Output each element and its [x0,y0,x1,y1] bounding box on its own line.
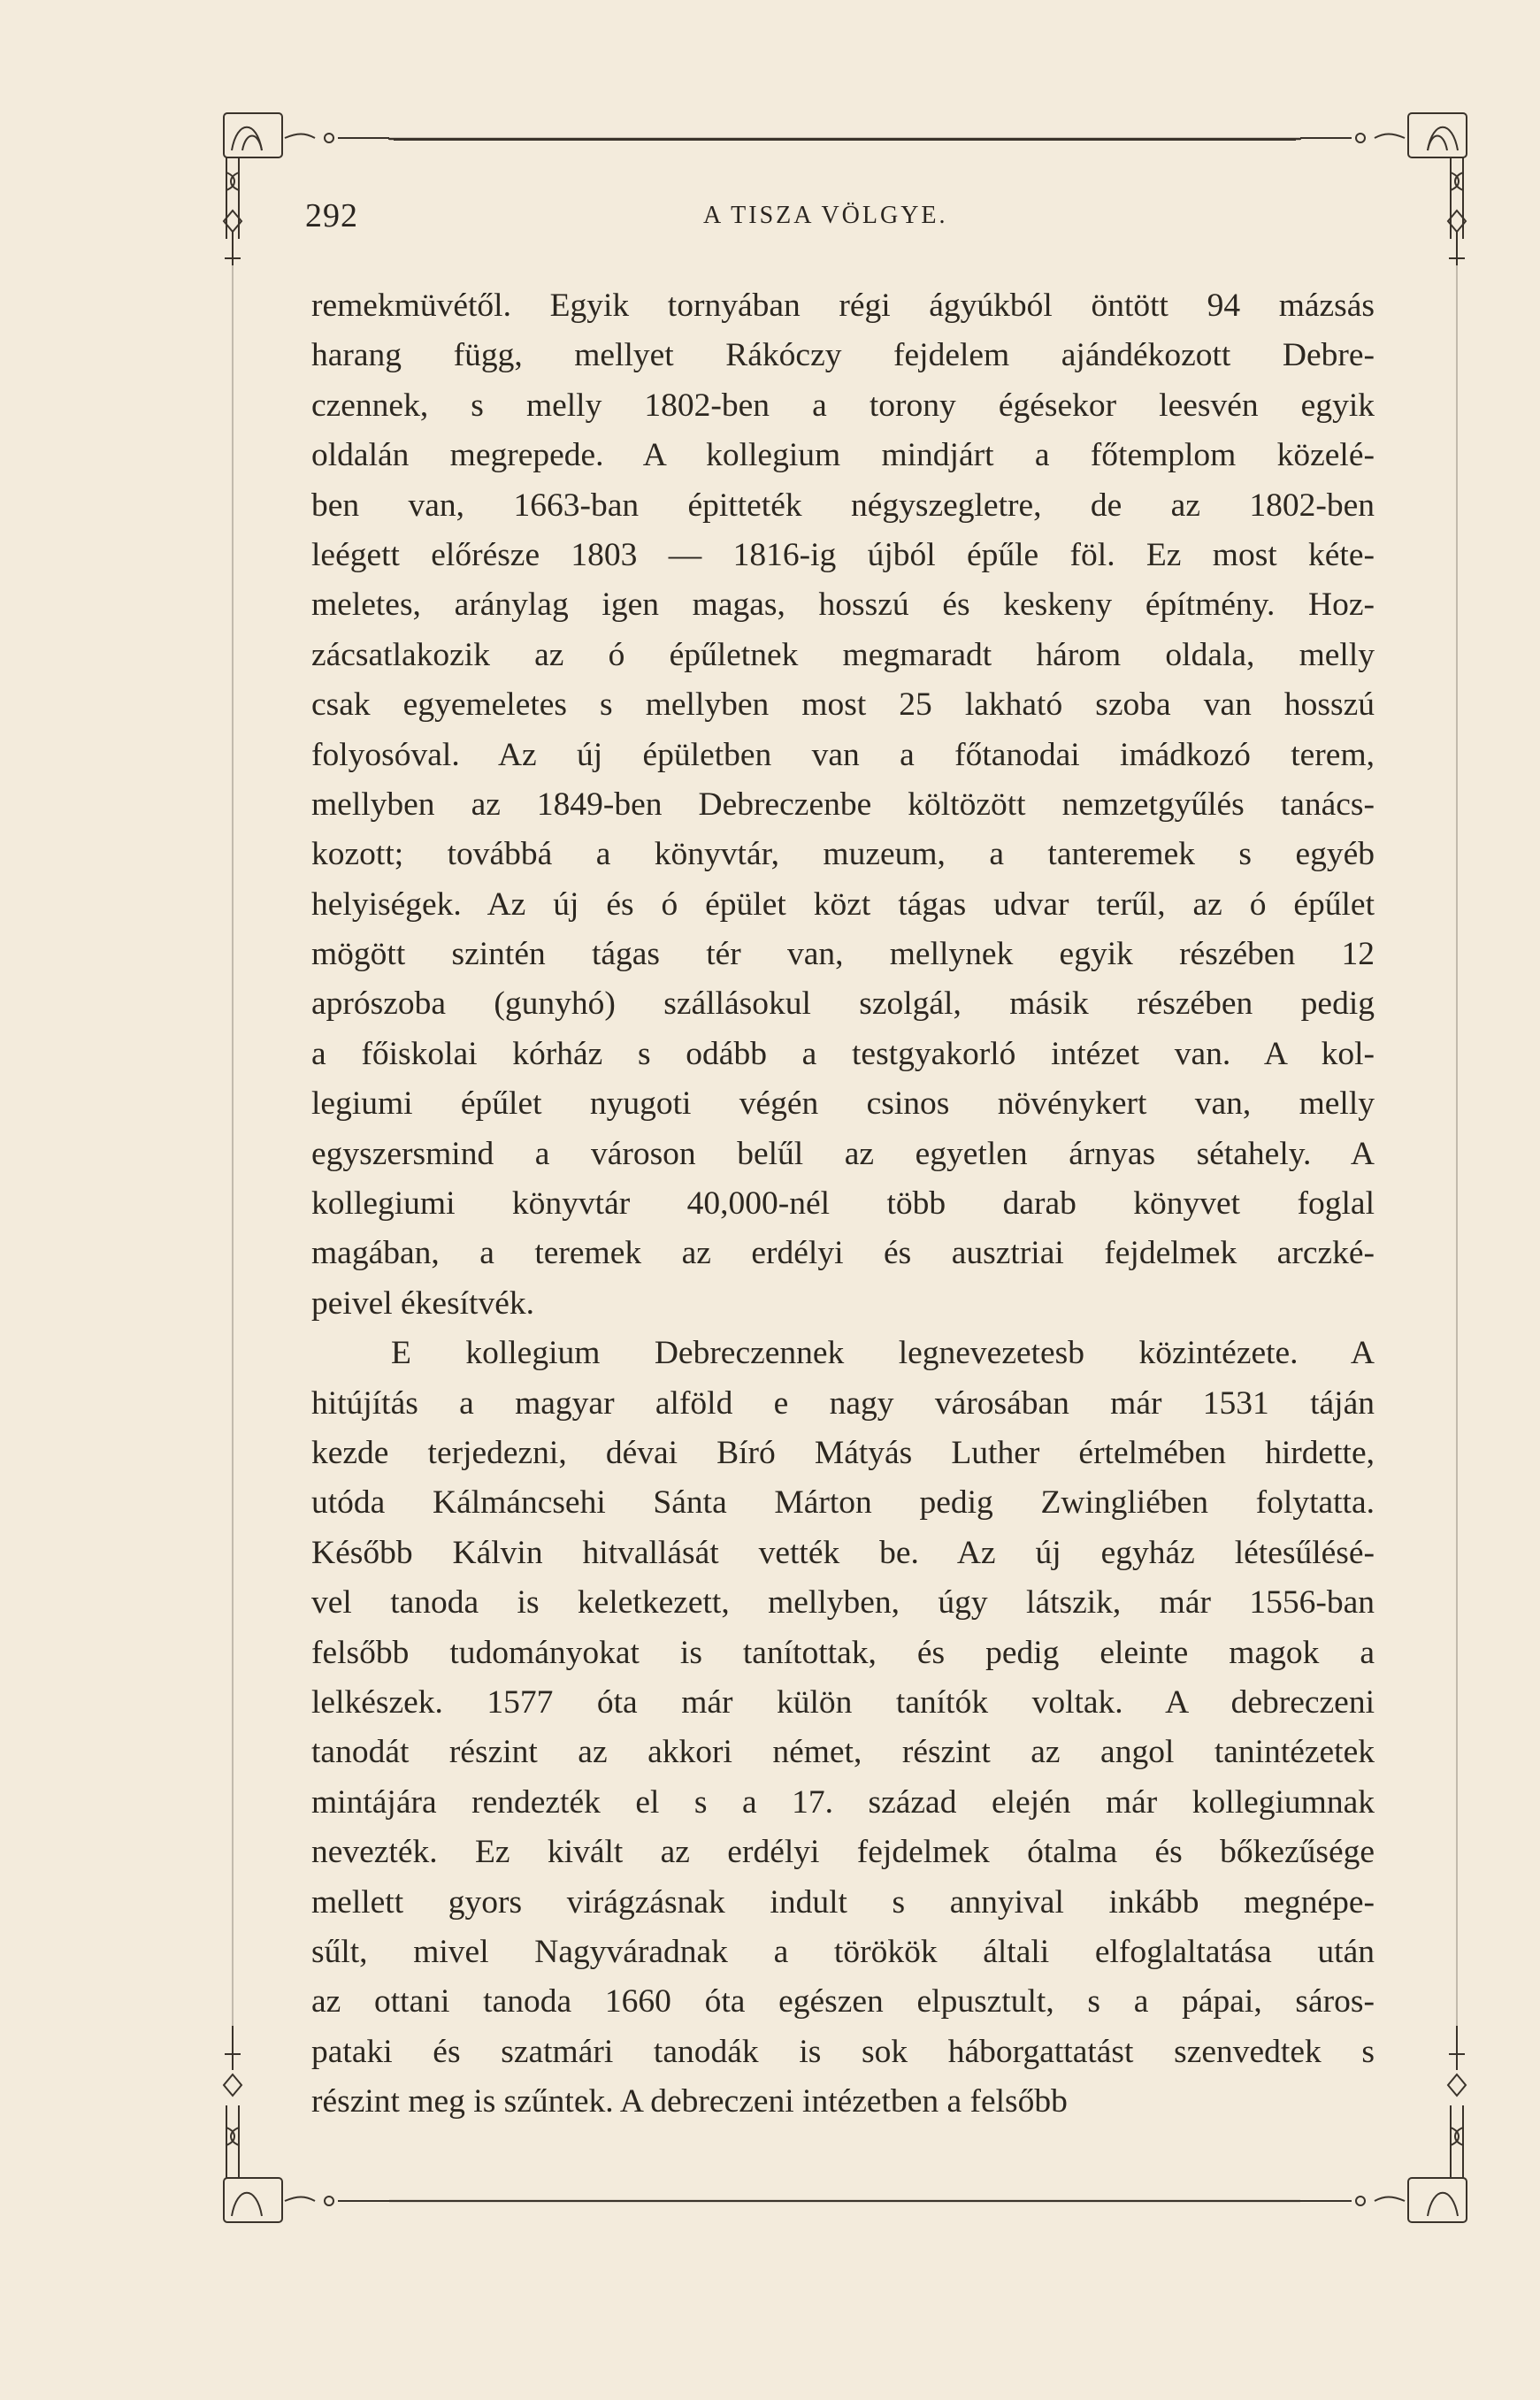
page-number: 292 [305,197,358,234]
text-line: Később Kálvin hitvallását vették be. Az új egyház létesűlésé- [311,1534,1375,1571]
text-line: remekmüvétől. Egyik tornyában régi ágyúkból öntött 94 mázsás [311,288,1375,324]
text-line: ben van, 1663-ban épitteték négyszegletre, de az 1802-ben [311,487,1375,524]
text-line: tanodát részint az akkori német, részint az angol tanintézetek [311,1734,1375,1771]
body-text [311,281,1375,2127]
text-line: sűlt, mivel Nagyváradnak a törökök általi elfoglaltatása után [311,1933,1375,1970]
text-line: mögött szintén tágas tér van, mellynek egyik részében 12 [311,936,1375,973]
text-line: lelkészek. 1577 óta már külön tanítók voltak. A debreczeni [311,1683,1375,1721]
text-line: felsőbb tudományokat is tanítottak, és pedig eleinte magok a [311,1634,1375,1671]
text-line: zácsatlakozik az ó épűletnek megmaradt három oldala, melly [311,636,1375,673]
text-line: oldalán megrepede. A kollegium mindjárt a főtemplom közelé- [311,437,1375,474]
text-line: nevezték. Ez kivált az erdélyi fejdelmek ótalma és bőkezűsége [311,1834,1375,1871]
text-line: peivel ékesítvék. [311,1284,534,1322]
text-line: magában, a teremek az erdélyi és ausztriai fejdelmek arczké- [311,1235,1375,1272]
text-line: részint meg is szűntek. A debreczeni intézetben a felsőbb [311,2083,1068,2120]
text-line: meletes, aránylag igen magas, hosszú és keskeny építmény. Hoz- [311,587,1375,624]
text-line: leégett előrésze 1803 — 1816-ig újból épűle föl. Ez most kéte- [311,536,1375,573]
page-header [305,196,1375,249]
text-line: az ottani tanoda 1660 óta egészen elpusztult, s a pápai, sáros- [311,1983,1375,2020]
text-line: kollegiumi könyvtár 40,000-nél több darab könyvet foglal [311,1185,1375,1223]
text-line: E kollegium Debreczennek legnevezetesb közintézete. A [391,1335,1375,1372]
text-line: hitújítás a magyar alföld e nagy városában már 1531 táján [311,1384,1375,1422]
text-line: egyszersmind a városon belűl az egyetlen árnyas sétahely. A [311,1135,1375,1172]
text-line: helyiségek. Az új és ó épület közt tágas udvar terűl, az ó épűlet [311,886,1375,923]
text-line: pataki és szatmári tanodák is sok háborgattatást szenvedtek s [311,2033,1375,2070]
text-line: utóda Kálmáncsehi Sánta Márton pedig Zwingliében folytatta. [311,1484,1375,1522]
text-line: mintájára rendezték el s a 17. század elején már kollegiumnak [311,1783,1375,1821]
text-line: csak egyemeletes s mellyben most 25 lakható szoba van hosszú [311,686,1375,724]
text-line: kezde terjedezni, dévai Bíró Mátyás Luther értelmében hirdette, [311,1434,1375,1471]
text-line: mellyben az 1849-ben Debreczenbe költözött nemzetgyűlés tanács- [311,786,1375,823]
text-line: legiumi épűlet nyugoti végén csinos növénykert van, melly [311,1085,1375,1123]
text-line: czennek, s melly 1802-ben a torony égésekor leesvén egyik [311,387,1375,424]
text-line: vel tanoda is keletkezett, mellyben, úgy látszik, már 1556-ban [311,1584,1375,1622]
text-line: folyosóval. Az új épületben van a főtanodai imádkozó terem, [311,736,1375,773]
text-line: aprószoba (gunyhó) szállásokul szolgál, másik részében pedig [311,985,1375,1023]
text-line: kozott; továbbá a könyvtár, muzeum, a tanteremek s egyéb [311,836,1375,873]
text-line: a főiskolai kórház s odább a testgyakorló intézet van. A kol- [311,1035,1375,1072]
text-line: mellett gyors virágzásnak indult s annyival inkább megnépe- [311,1883,1375,1921]
running-head: A TISZA VÖLGYE. [703,202,948,229]
text-line: harang függ, mellyet Rákóczy fejdelem ajándékozott Debre- [311,337,1375,374]
